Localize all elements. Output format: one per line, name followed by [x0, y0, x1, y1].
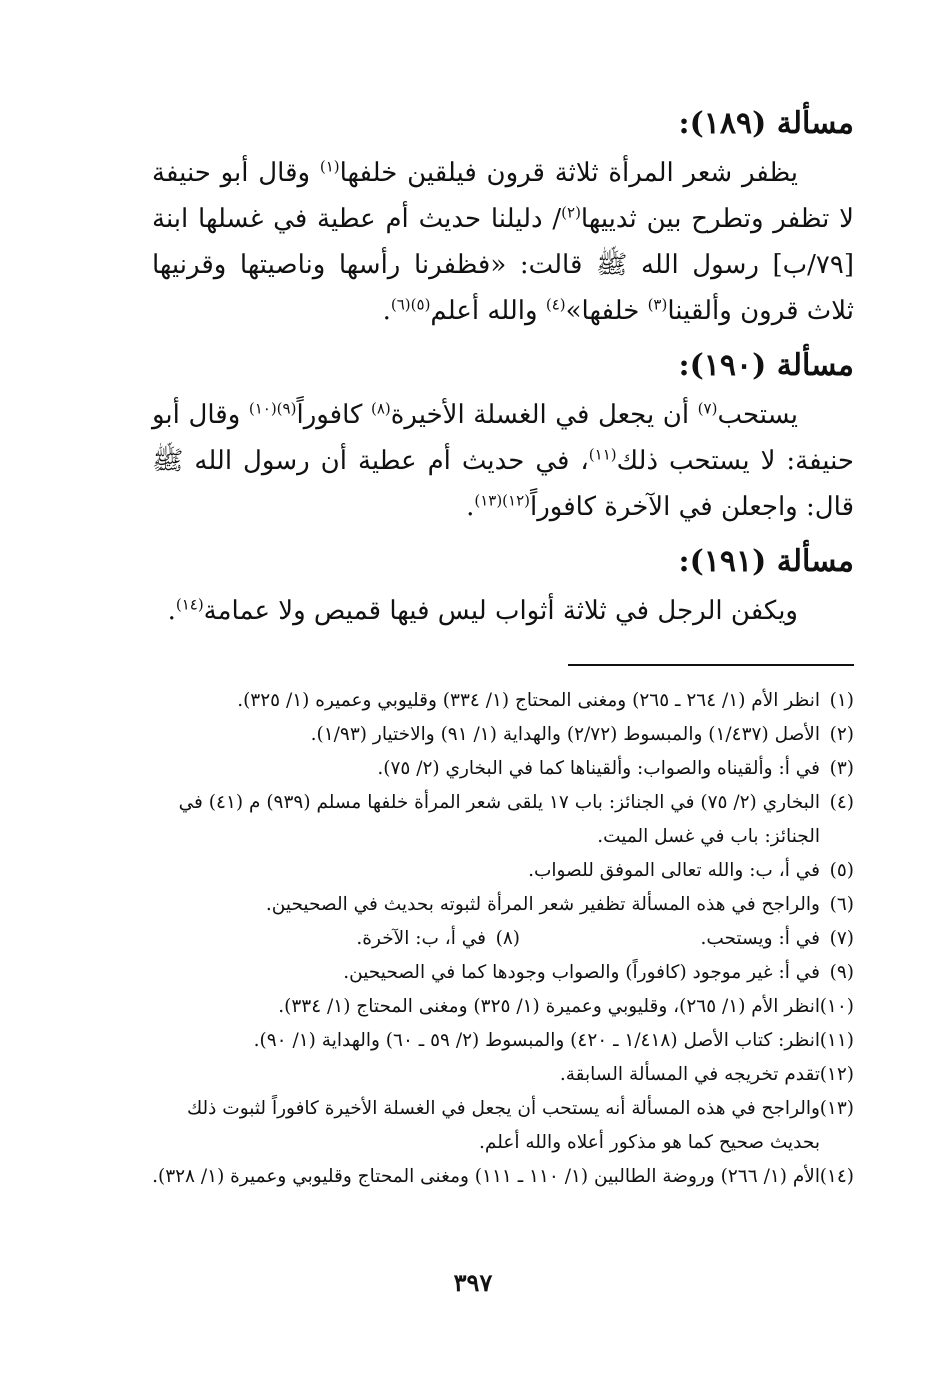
footnote-item [152, 956, 854, 990]
footnote-divider [568, 664, 854, 666]
text-run: خلفها» [565, 296, 640, 326]
footnote-text: في أ، ب: والله تعالى الموفق للصواب. [528, 860, 820, 881]
text-run: . [466, 492, 475, 522]
section-heading-190 [152, 340, 854, 392]
text-run: . [382, 296, 391, 326]
text-run: وقال أبو حنيفة: لا يستحب ذلك [152, 400, 855, 476]
footnote-item [152, 1092, 854, 1160]
heading-number: (١٨٩): [678, 106, 767, 141]
footnote-text: في أ، ب: الآخرة. [356, 928, 486, 949]
footnote-item [152, 718, 854, 752]
footnote-text: الأصل (١/٤٣٧) والمبسوط (٢/٧٢) والهداية (١/ ٩١) والاختيار (١/٩٣). [310, 724, 820, 745]
footnote-item [152, 990, 854, 1024]
footnote-text: تقدم تخريجه في المسألة السابقة. [559, 1064, 820, 1085]
footnote-number: (٩) [829, 962, 854, 983]
footnote-number: (١١) [819, 1030, 854, 1051]
footnote-text: والراجح في هذه المسألة تظفير شعر المرأة لثبوته بحديث في الصحيحين. [265, 894, 820, 915]
footnote-item-pair [152, 922, 854, 956]
footnote-item [152, 1058, 854, 1092]
footnote-text: في أ: وألقيناه والصواب: وألقيناها كما في البخاري (٢/ ٧٥). [377, 758, 820, 779]
footnote-item [152, 854, 854, 888]
footnote-text: انظر: كتاب الأصل (١/٤١٨ ـ ٤٢٠) والمبسوط (٢/ ٥٩ ـ ٦٠) والهداية (١/ ٩٠). [253, 1030, 820, 1051]
footnote-number: (١٢) [819, 1064, 854, 1085]
footnote-ref: (٧) [697, 399, 718, 418]
heading-label: مسألة [776, 348, 854, 383]
footnote-ref: (١٢)(١٣) [474, 491, 531, 510]
text-run: كافوراً [296, 400, 363, 430]
footnote-number: (١٤) [819, 1166, 854, 1187]
footnote-number: (٦) [829, 894, 854, 915]
footnote-number: (٧) [829, 928, 854, 949]
footnotes [152, 684, 854, 1194]
text-run: / دليلنا حديث أم عطية في غسلها ابنة [٧٩/ب] رسول الله ﷺ قالت: «فظفرنا رأسها وناصيتها وقرنيها ثلاث قرون وألقينا [152, 204, 854, 326]
footnote-number: (٢) [829, 724, 854, 745]
footnote-item [152, 752, 854, 786]
footnote-item [152, 888, 854, 922]
page-number: ٣٩٧ [453, 1268, 493, 1297]
footnote-number: (٨) [495, 928, 520, 949]
text-run: يستحب [717, 400, 799, 430]
text-run: وقال أبو حنيفة لا تظفر وتطرح بين ثدييها [152, 158, 854, 234]
footnote-item [152, 1024, 854, 1058]
footnote-text: انظر الأم (١/ ٢٦٤ ـ ٢٦٥) ومغنى المحتاج (١/ ٣٣٤) وقليوبي وعميره (١/ ٣٢٥). [237, 690, 820, 711]
heading-number: (١٩١): [678, 544, 767, 579]
footnote-ref: (٥)(٦) [390, 295, 431, 314]
footnote-item [152, 1160, 854, 1194]
footnote-text: في أ: غير موجود (كافوراً) والصواب وجودها كما في الصحيحين. [343, 962, 820, 983]
section-heading-189 [152, 98, 854, 150]
section-heading-191 [152, 536, 854, 588]
footnote-item [152, 684, 854, 718]
footnote-number: (٤) [829, 792, 854, 813]
text-run: أن يجعل في الغسلة الأخيرة [390, 400, 690, 430]
footnote-ref: (٣) [647, 295, 668, 314]
footnote-number: (٥) [829, 860, 854, 881]
heading-label: مسألة [776, 106, 854, 141]
footnote-number: (١٣) [819, 1098, 854, 1119]
footnote-text: الأم (١/ ٢٦٦) وروضة الطالبين (١/ ١١٠ ـ ١١١) ومغنى المحتاج وقليوبي وعميرة (١/ ٣٢٨). [152, 1166, 820, 1187]
footnote-ref: (١١) [588, 445, 617, 464]
heading-number: (١٩٠): [678, 348, 767, 383]
footnote-text: البخاري (٢/ ٧٥) في الجنائز: باب ١٧ يلقى شعر المرأة خلفها مسلم (٩٣٩) م (٤١) في الجنائز: باب في غسل الميت. [178, 792, 820, 847]
text-run: ويكفن الرجل في ثلاثة أثواب ليس فيها قميص ولا عمامة [203, 596, 798, 626]
footnote-ref: (٨) [371, 399, 391, 418]
footnote-ref: (١٤) [175, 595, 204, 614]
footnote-item [152, 786, 854, 854]
footnote-ref: (٩)(١٠) [248, 399, 297, 418]
heading-label: مسألة [776, 544, 854, 579]
text-run: والله أعلم [430, 296, 538, 326]
text-run: ، في حديث أم عطية أن رسول الله ﷺ قال: واجعلن في الآخرة كافوراً [152, 446, 854, 522]
section-text-190 [152, 392, 854, 530]
footnote-ref: (١) [319, 157, 340, 176]
footnote-text: في أ: ويستحب. [700, 928, 820, 949]
text-run: . [167, 596, 176, 626]
footnote-text: انظر الأم (١/ ٢٦٥)، وقليوبي وعميرة (١/ ٣٢٥) ومغنى المحتاج (١/ ٣٣٤). [278, 996, 820, 1017]
section-text-191 [152, 588, 854, 634]
footnote-ref: (٢) [561, 203, 581, 222]
footnote-ref: (٤) [545, 295, 566, 314]
section-text-189 [152, 150, 854, 334]
footnote-number: (٣) [829, 758, 854, 779]
text-run: يظفر شعر المرأة ثلاثة قرون فيلقين خلفها [339, 158, 799, 188]
footnote-text: والراجح في هذه المسألة أنه يستحب أن يجعل في الغسلة الأخيرة كافوراً لثبوت ذلك بحديث صحيح كما هو مذكور أعلاه والله أعلم. [186, 1098, 820, 1153]
footnote-number: (١) [829, 690, 854, 711]
footnote-number: (١٠) [819, 996, 854, 1017]
